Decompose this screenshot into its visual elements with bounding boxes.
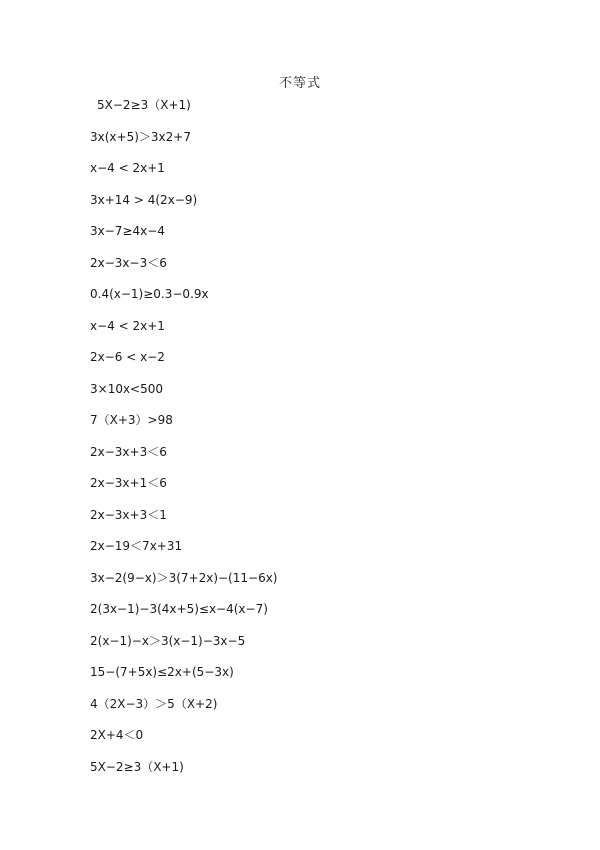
inequality-item: x−4 < 2x+1 <box>90 161 165 175</box>
inequality-item: 2x−3x+1＜6 <box>90 476 167 490</box>
inequality-item: 2x−3x+3＜1 <box>90 507 167 522</box>
inequality-item: 3x+14 > 4(2x−9) <box>90 192 198 207</box>
inequality-item: 2(x−1)−x＞3(x−1)−3x−5 <box>90 633 246 648</box>
inequality-item: 2(3x−1)−3(4x+5)≤x−4(x−7) <box>90 602 268 616</box>
inequality-item: x−4 < 2x+1 <box>90 318 165 333</box>
inequality-item: 3x−2(9−x)＞3(7+2x)−(11−6x) <box>90 570 278 585</box>
inequality-item: 2x−3x−3＜6 <box>90 255 167 270</box>
inequality-item: 0.4(x−1)≥0.3−0.9x <box>90 287 209 301</box>
inequality-item: 3×10x<500 <box>90 381 164 396</box>
inequality-item: 5X−2≥3（X+1) <box>97 98 191 112</box>
inequality-item: 15−(7+5x)≤2x+(5−3x) <box>90 665 234 679</box>
inequality-item: 5X−2≥3（X+1) <box>90 759 184 774</box>
inequality-item: 2X+4＜0 <box>90 728 144 742</box>
document-title: 不等式 <box>278 76 321 91</box>
inequality-item: 3x(x+5)＞3x2+7 <box>90 129 191 144</box>
inequality-item: 4（2X−3）＞5（X+2) <box>90 696 218 711</box>
inequality-item: 2x−19＜7x+31 <box>90 539 183 553</box>
inequality-item: 2x−6 < x−2 <box>90 350 165 364</box>
inequality-item: 7（X+3）>98 <box>90 413 173 427</box>
inequality-item: 3x−7≥4x−4 <box>90 224 165 238</box>
inequality-item: 2x−3x+3＜6 <box>90 444 167 459</box>
inequality-list <box>90 96 277 789</box>
